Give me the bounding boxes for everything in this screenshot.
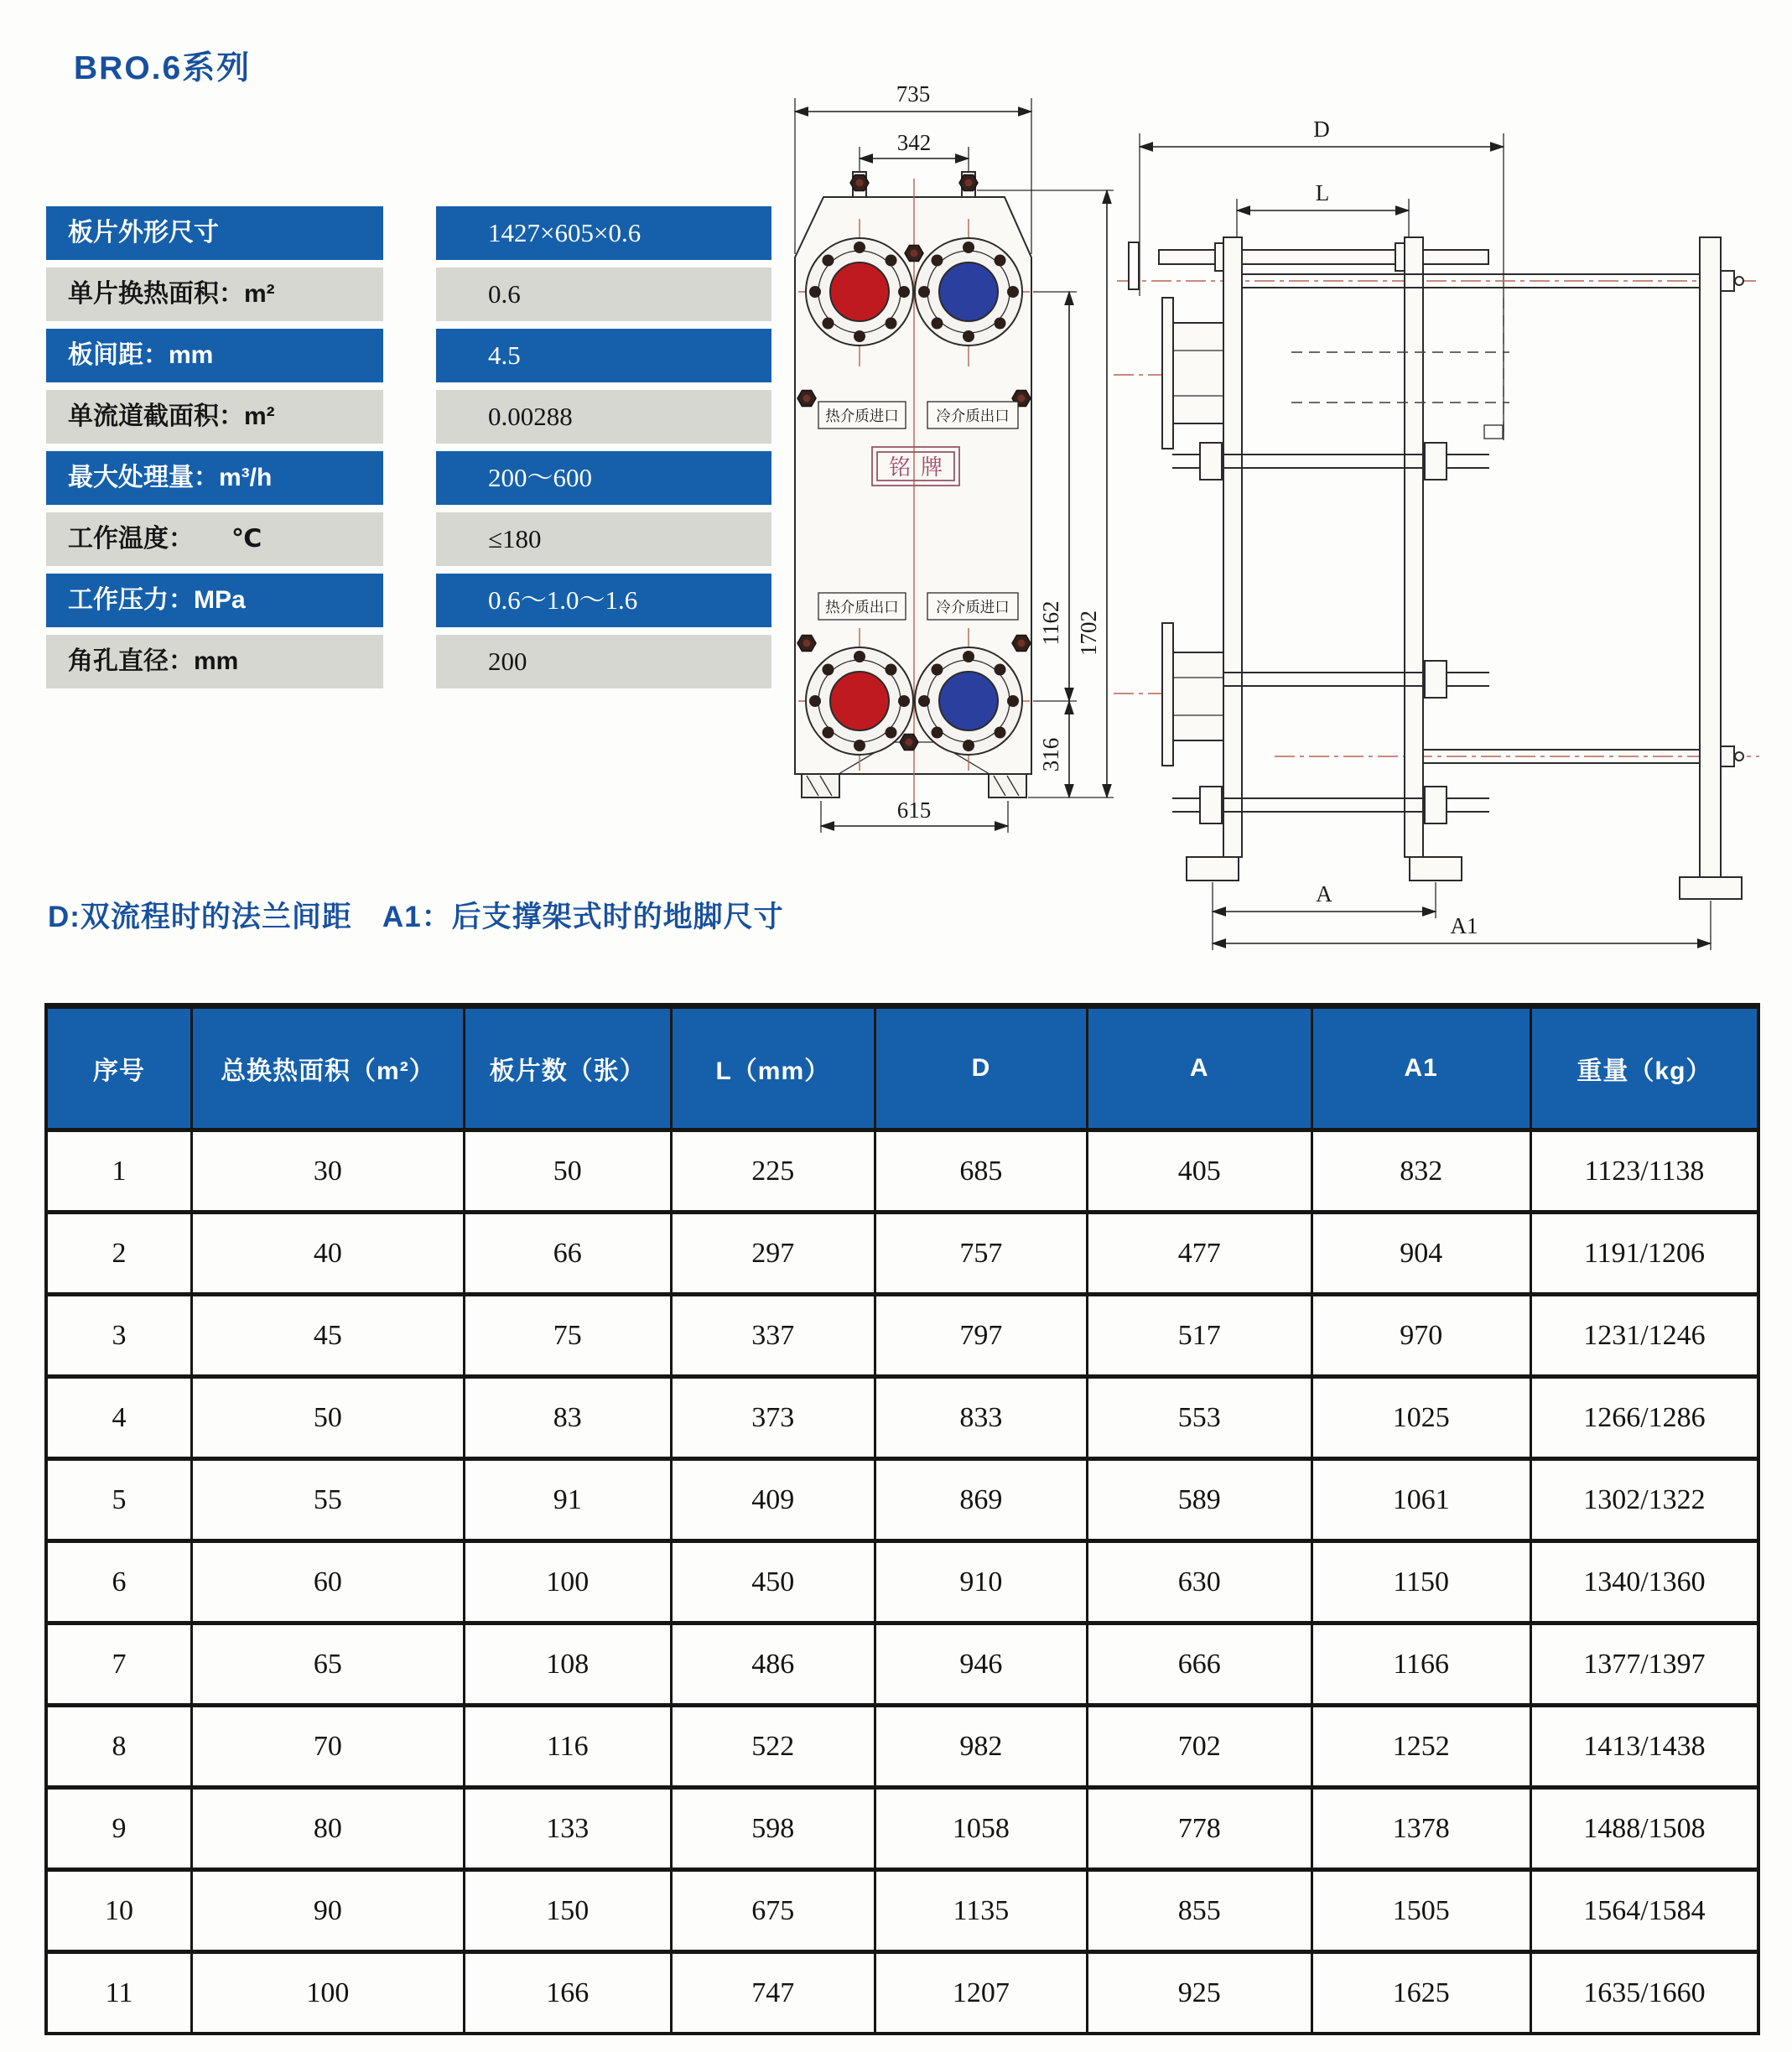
table-cell: 1061 [1312,1459,1530,1541]
page-title: BRO.6系列 [74,50,252,86]
side-view [1114,117,1759,950]
table-cell: 8 [46,1706,192,1788]
table-cell: 50 [464,1130,671,1213]
svg-text:热介质出口: 热介质出口 [825,599,899,616]
table-cell: 90 [192,1870,465,1952]
table-row [46,1541,1758,1623]
spec-label: 角孔直径：mm [46,635,383,688]
table-cell: 60 [192,1541,465,1623]
table-cell: 1166 [1312,1623,1530,1706]
dim-port-height: 1162 [1038,600,1063,646]
table-cell: 108 [464,1623,671,1706]
table-cell: 1058 [875,1788,1087,1870]
table-cell: 75 [464,1295,671,1377]
col-header-plate-count: 板片数（张） [464,1006,671,1130]
table-cell: 1252 [1312,1706,1530,1788]
table-cell: 40 [192,1213,465,1295]
spec-value: ≤180 [436,512,771,566]
port-label-bottom-left [818,593,906,620]
table-cell: 1231/1246 [1530,1295,1758,1377]
table-cell: 1564/1584 [1530,1870,1758,1952]
table-cell: 30 [192,1130,465,1213]
table-cell: 982 [875,1706,1087,1788]
spec-label: 单片换热面积：m² [46,268,383,321]
spec-value: 0.6～1.0～1.6 [436,574,771,627]
hot-outlet-flange [806,647,913,755]
table-cell: 910 [875,1541,1087,1623]
col-header-weight: 重量（kg） [1530,1006,1758,1130]
table-cell: 9 [46,1788,192,1870]
technical-drawing [755,46,1792,960]
table-cell: 55 [192,1459,465,1541]
dim-pack-length: L [1315,180,1330,205]
table-row [46,1706,1758,1788]
spec-value: 200 [436,635,771,688]
dim-feet-span: 615 [896,797,932,823]
table-cell: 65 [192,1623,465,1706]
table-cell: 1302/1322 [1530,1459,1758,1541]
svg-text:热介质进口: 热介质进口 [825,408,899,424]
spec-row [46,329,774,382]
spec-label: 单流道截面积：m² [46,390,383,444]
svg-text:冷介质出口: 冷介质出口 [936,408,1010,424]
table-cell: 409 [671,1459,875,1541]
table-cell: 337 [671,1295,875,1377]
table-cell: 685 [875,1130,1087,1213]
spec-value: 200～600 [436,451,771,505]
table-row [46,1623,1758,1706]
table-cell: 1123/1138 [1530,1130,1758,1213]
table-cell: 904 [1312,1213,1530,1295]
table-row [46,1295,1758,1377]
spec-row [46,390,774,444]
col-header-index: 序号 [46,1006,192,1130]
cold-outlet-flange [915,238,1022,345]
table-cell: 11 [46,1952,192,2034]
table-cell: 10 [46,1870,192,1952]
table-cell: 869 [875,1459,1087,1541]
table-cell: 1150 [1312,1541,1530,1623]
col-header-d: D [875,1006,1087,1130]
table-cell: 1635/1660 [1530,1952,1758,2034]
table-cell: 45 [192,1295,465,1377]
table-cell: 150 [464,1870,671,1952]
col-header-a1: A1 [1312,1006,1530,1130]
svg-text:冷介质进口: 冷介质进口 [936,599,1010,616]
dim-width: 735 [896,81,931,106]
table-cell: 4 [46,1377,192,1459]
table-cell: 166 [464,1952,671,2034]
table-cell: 91 [464,1459,671,1541]
table-cell: 702 [1088,1706,1312,1788]
table-row [46,1213,1758,1295]
dim-total-height: 1702 [1076,610,1101,656]
table-cell: 517 [1088,1295,1312,1377]
port-label-top-left [818,402,906,429]
table-cell: 373 [671,1377,875,1459]
col-header-total-area: 总换热面积（m²） [192,1006,465,1130]
table-cell: 1505 [1312,1870,1530,1952]
table-cell: 80 [192,1788,465,1870]
spec-value: 1427×605×0.6 [436,206,771,260]
table-cell: 797 [875,1295,1087,1377]
spec-list [46,206,774,696]
table-cell: 757 [875,1213,1087,1295]
table-cell: 1 [46,1130,192,1213]
table-cell: 522 [671,1706,875,1788]
table-row [46,1377,1758,1459]
table-cell: 675 [671,1870,875,1952]
dim-feet-a1: A1 [1450,913,1478,938]
table-cell: 297 [671,1213,875,1295]
table-cell: 450 [671,1541,875,1623]
spec-row [46,635,774,688]
table-cell: 70 [192,1706,465,1788]
table-cell: 1191/1206 [1530,1213,1758,1295]
table-cell: 1340/1360 [1530,1541,1758,1623]
table-cell: 225 [671,1130,875,1213]
table-cell: 83 [464,1377,671,1459]
size-table-header [46,1006,1758,1130]
table-cell: 477 [1088,1213,1312,1295]
table-cell: 133 [464,1788,671,1870]
rear-support-column [1700,237,1721,877]
spec-row [46,451,774,505]
table-cell: 7 [46,1623,192,1706]
table-cell: 589 [1088,1459,1312,1541]
table-cell: 50 [192,1377,465,1459]
dim-port-span: 342 [896,130,932,155]
table-cell: 946 [875,1623,1087,1706]
dimension-note: D:双流程时的法兰间距 A1：后支撑架式时的地脚尺寸 [48,901,784,933]
table-cell: 5 [46,1459,192,1541]
table-cell: 100 [192,1952,465,2034]
spec-label: 最大处理量：m³/h [46,451,383,505]
spec-row [46,268,774,321]
lower-nozzle [1162,623,1223,766]
table-row [46,1459,1758,1541]
table-cell: 666 [1088,1623,1312,1706]
table-cell: 1625 [1312,1952,1530,2034]
hot-inlet-flange [806,238,913,345]
front-view [795,81,1114,833]
table-cell: 100 [464,1541,671,1623]
table-cell: 778 [1088,1788,1312,1870]
table-cell: 833 [875,1377,1087,1459]
spec-value: 0.6 [436,268,771,321]
port-label-top-right [927,402,1018,429]
table-row [46,1788,1758,1870]
table-cell: 747 [671,1952,875,2034]
table-cell: 598 [671,1788,875,1870]
table-cell: 925 [1088,1952,1312,2034]
spec-label: 板间距：mm [46,329,383,382]
table-cell: 116 [464,1706,671,1788]
spec-value: 0.00288 [436,390,771,444]
table-cell: 832 [1312,1130,1530,1213]
size-table [44,1003,1760,2035]
table-row [46,1870,1758,1952]
spec-label: 工作压力：MPa [46,574,383,627]
spec-label: 板片外形尺寸 [46,206,383,260]
spec-label: 工作温度： ℃ [46,512,383,566]
table-row [46,1130,1758,1213]
spec-value: 4.5 [436,329,771,382]
table-cell: 3 [46,1295,192,1377]
table-cell: 1025 [1312,1377,1530,1459]
table-cell: 970 [1312,1295,1530,1377]
table-cell: 405 [1088,1130,1312,1213]
spec-row [46,574,774,627]
dim-bottom-offset: 316 [1038,737,1063,772]
table-cell: 1207 [875,1952,1087,2034]
size-table-body [46,1130,1758,2034]
cold-inlet-flange [915,647,1022,755]
svg-text:铭牌: 铭牌 [888,455,953,480]
table-row [46,1952,1758,2034]
table-cell: 1488/1508 [1530,1788,1758,1870]
table-cell: 553 [1088,1377,1312,1459]
port-label-bottom-right [927,593,1018,620]
spec-row [46,206,774,260]
table-cell: 1377/1397 [1530,1623,1758,1706]
table-cell: 630 [1088,1541,1312,1623]
table-cell: 486 [671,1623,875,1706]
movable-plate [1405,237,1423,857]
table-cell: 1413/1438 [1530,1706,1758,1788]
table-cell: 1266/1286 [1530,1377,1758,1459]
table-cell: 1135 [875,1870,1087,1952]
table-cell: 2 [46,1213,192,1295]
table-cell: 6 [46,1541,192,1623]
dim-feet-a: A [1316,881,1332,907]
table-cell: 1378 [1312,1788,1530,1870]
fixed-plate [1223,237,1242,857]
col-header-l: L（mm） [671,1006,875,1130]
col-header-a: A [1088,1006,1312,1130]
table-cell: 66 [464,1213,671,1295]
table-cell: 855 [1088,1870,1312,1952]
dim-flange-span: D [1313,117,1330,142]
upper-nozzle [1162,298,1223,449]
spec-row [46,512,774,566]
